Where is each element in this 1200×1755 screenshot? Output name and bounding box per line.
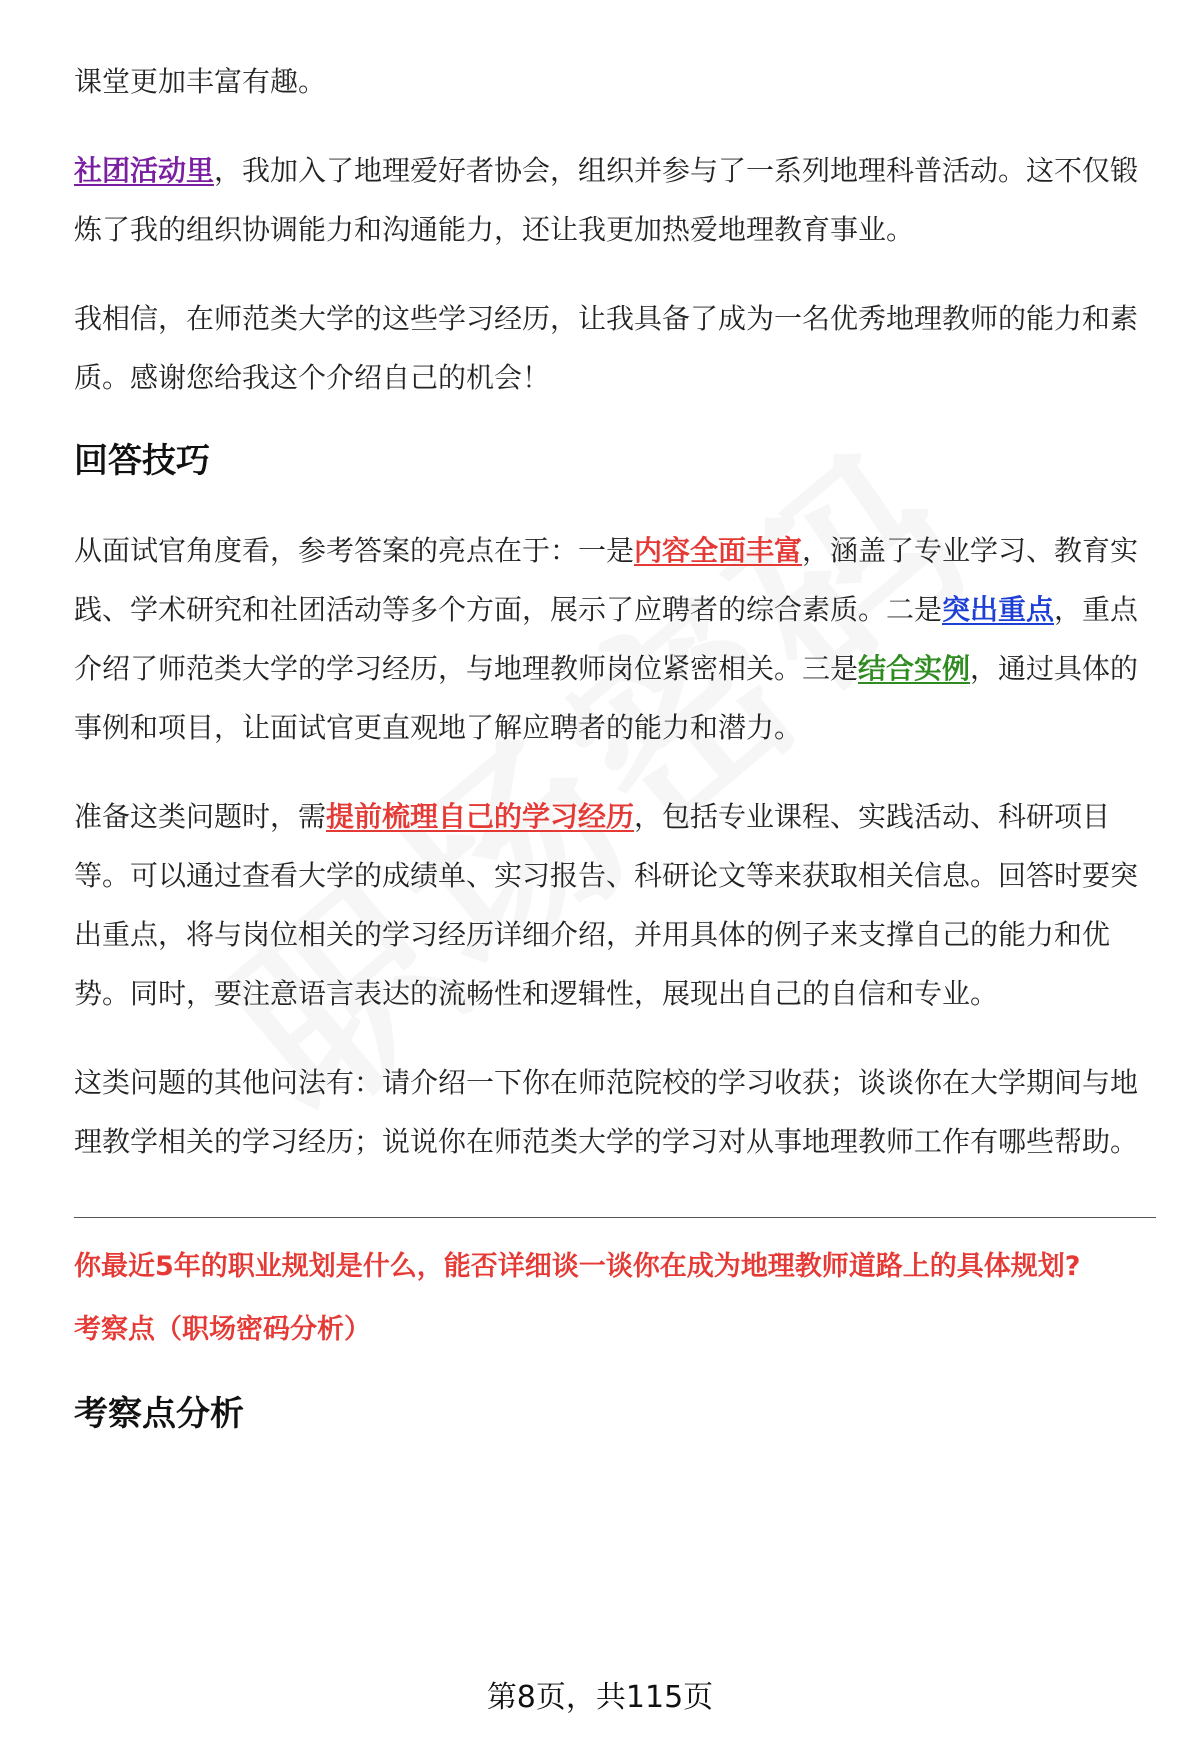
paragraph-text: 准备这类问题时，需: [74, 800, 327, 833]
highlight-comprehensive: 内容全面丰富: [634, 534, 803, 567]
paragraph-text: ，我加入了地理爱好者协会，组织并参与了一系列地理科普活动。这不仅锻炼了我的组织协调能力和沟通能力，还让我更加热爱地理教育事业。: [74, 154, 1139, 246]
exam-point-label: 考察点（职场密码分析）: [74, 1314, 371, 1345]
highlight-organize-experience: 提前梳理自己的学习经历: [326, 800, 635, 833]
paragraph-club-activities: [74, 141, 1146, 259]
section-heading-tips: 回答技巧: [74, 441, 210, 481]
paragraph-preparation: [74, 787, 1146, 1023]
paragraph-text: 从面试官角度看，参考答案的亮点在于：一是: [74, 534, 635, 567]
highlight-focus: 突出重点: [942, 593, 1055, 626]
paragraph-text: ，重点介绍了师范类大学的学习经历，与地理教师岗位紧密相关。三是: [74, 593, 1139, 685]
document-body: [74, 52, 1146, 1438]
highlight-examples: 结合实例: [858, 652, 971, 685]
paragraph-highlights: [74, 521, 1146, 757]
paragraph-text: ，涵盖了专业学习、教育实践、学术研究和社团活动等多个方面，展示了应聘者的综合素质。二是: [74, 534, 1139, 626]
highlight-club-activities: 社团活动里: [74, 154, 215, 187]
paragraph-conclusion: 我相信，在师范类大学的这些学习经历，让我具备了成为一名优秀地理教师的能力和素质。感谢您给我这个介绍自己的机会！: [74, 302, 1139, 394]
interview-question: 你最近5年的职业规划是什么，能否详细谈一谈你在成为地理教师道路上的具体规划?: [74, 1251, 1081, 1282]
paragraph-text: ，包括专业课程、实践活动、科研项目等。可以通过查看大学的成绩单、实习报告、科研论文等来获取相关信息。回答时要突出重点，将与岗位相关的学习经历详细介绍，并用具体的例子来支撑自己的能力和优势。同时，要注意语言表达的流畅性和逻辑性，展现出自己的自信和专业。: [74, 800, 1139, 1010]
analysis-heading: 考察点分析: [74, 1394, 244, 1434]
paragraph-classroom: 课堂更加丰富有趣。: [74, 65, 327, 98]
paragraph-other-questions: 这类问题的其他问法有：请介绍一下你在师范院校的学习收获；谈谈你在大学期间与地理教学相关的学习经历；说说你在师范类大学的学习对从事地理教师工作有哪些帮助。: [74, 1066, 1139, 1158]
page-number: 第8页，共115页: [486, 1680, 714, 1715]
section-divider: [74, 1217, 1156, 1218]
paragraph-text: ，通过具体的事例和项目，让面试官更直观地了解应聘者的能力和潜力。: [74, 652, 1139, 744]
